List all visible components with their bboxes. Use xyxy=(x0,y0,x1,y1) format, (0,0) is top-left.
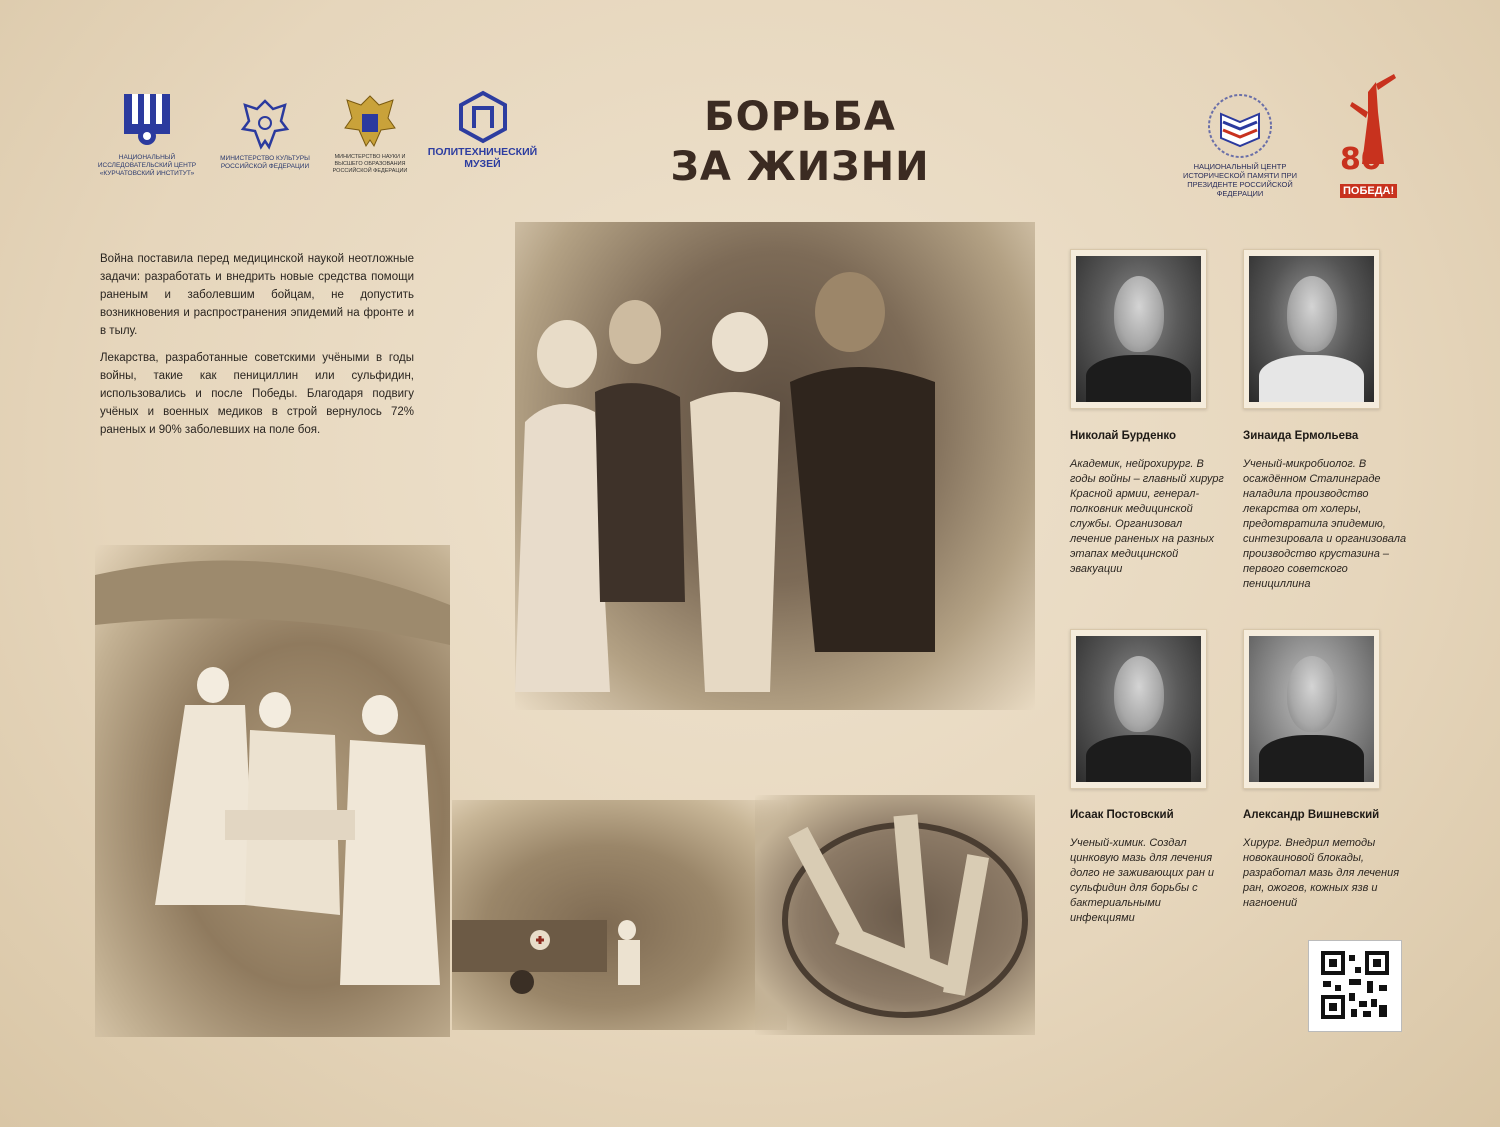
portrait-vishnevsky xyxy=(1243,629,1380,789)
kurchatov-caption: НАЦИОНАЛЬНЫЙ ИССЛЕДОВАТЕЛЬСКИЙ ЦЕНТР «КУРЧАТОВСКИЙ ИНСТИТУТ» xyxy=(97,154,197,177)
title-line2: ЗА ЖИЗНИ xyxy=(670,144,930,190)
vishnevsky-photo xyxy=(1249,636,1374,782)
intro-paragraph-2: Лекарства, разработанные советскими учёными в годы войны, такие как пенициллин или сульфидин, использовались и после Победы. Благодаря подвигу учёных и военных медиков в строй вернулось 72% раненых и 90% заболевших на поле боя. xyxy=(100,352,414,436)
handshake-photo xyxy=(515,222,1035,710)
victory-number: 80 xyxy=(1340,142,1382,177)
culture-ministry-caption: МИНИСТЕРСТВО КУЛЬТУРЫ РОССИЙСКОЙ ФЕДЕРАЦИИ xyxy=(220,155,310,170)
person-name: Александр Вишневский xyxy=(1243,809,1380,821)
science-ministry-logo xyxy=(330,92,410,187)
kurchatov-emblem-icon xyxy=(122,92,172,150)
person-name: Зинаида Ермольева xyxy=(1243,430,1359,442)
handshake-figures-icon xyxy=(515,222,1035,710)
person-card-burdenko xyxy=(1070,430,1225,577)
portrait-burdenko xyxy=(1070,249,1207,409)
surgeons-figures-icon xyxy=(95,545,450,1037)
victory-80-logo xyxy=(1338,72,1408,212)
kurchatov-logo xyxy=(92,92,202,187)
person-card-vishnevsky xyxy=(1243,809,1423,911)
portrait-postovsky xyxy=(1070,629,1207,789)
person-description: Хирург. Внедрил методы новокаиновой блокады, разработал мазь для лечения ран, ожогов, кожных язв и нагноений xyxy=(1243,837,1400,909)
ambulance-truck-icon xyxy=(452,800,787,1030)
ermolyeva-photo xyxy=(1249,256,1374,402)
memory-center-emblem-icon xyxy=(1203,92,1277,160)
science-ministry-caption: МИНИСТЕРСТВО НАУКИ И ВЫСШЕГО ОБРАЗОВАНИЯ РОССИЙСКОЙ ФЕДЕРАЦИИ xyxy=(332,154,408,174)
memory-center-caption: НАЦИОНАЛЬНЫЙ ЦЕНТР ИСТОРИЧЕСКОЙ ПАМЯТИ ПРИ ПРЕЗИДЕНТЕ РОССИЙСКОЙ ФЕДЕРАЦИИ xyxy=(1183,162,1297,198)
field-hospital-photo xyxy=(452,800,787,1030)
science-eagle-icon xyxy=(343,92,397,150)
ampoules-photo xyxy=(755,795,1035,1035)
postovsky-photo xyxy=(1076,636,1201,782)
polytech-line1: ПОЛИТЕХНИЧЕСКИЙ xyxy=(427,146,538,158)
polytech-museum-logo xyxy=(420,90,545,175)
title-line1: БОРЬБА xyxy=(704,94,896,140)
page-title xyxy=(640,92,960,192)
intro-text xyxy=(100,250,414,448)
person-name: Николай Бурденко xyxy=(1070,430,1177,442)
surgery-tent-photo xyxy=(95,545,450,1037)
qr-code-icon xyxy=(1309,941,1401,1031)
memory-center-logo xyxy=(1175,92,1305,207)
qr-code[interactable] xyxy=(1308,940,1402,1032)
person-description: Академик, нейрохирург. В годы войны – главный хирург Красной армии, генерал-полковник медицинской службы. Организовал лечение раненых на разных этапах медицинской эвакуации xyxy=(1070,458,1224,575)
portrait-ermolyeva xyxy=(1243,249,1380,409)
burdenko-photo xyxy=(1076,256,1201,402)
person-description: Ученый-химик. Создал цинковую мазь для лечения долго не заживающих ран и сульфидин для борьбы с бактериальными инфекциями xyxy=(1070,837,1215,924)
intro-paragraph-1: Война поставила перед медицинской наукой неотложные задачи: разработать и внедрить новые средства помощи раненым и заболевшим бойцам, не допустить возникновения и распространения эпидемий на фронте и в тылу. xyxy=(100,253,414,337)
ampoules-icon xyxy=(755,795,1035,1035)
person-name: Исаак Постовский xyxy=(1070,809,1174,821)
polytech-hexagon-icon xyxy=(456,90,510,144)
polytech-line2: МУЗЕЙ xyxy=(464,158,501,170)
eagle-emblem-icon xyxy=(239,95,291,151)
person-card-ermolyeva xyxy=(1243,430,1418,592)
culture-ministry-logo xyxy=(215,95,315,185)
victory-word: ПОБЕДА! xyxy=(1340,184,1397,198)
person-description: Ученый-микробиолог. В осаждённом Сталинграде наладила производство лекарства от холеры, предотвратила эпидемию, синтезировала и организовала производство крустазина – первого советского пенициллина xyxy=(1243,458,1407,590)
person-card-postovsky xyxy=(1070,809,1225,926)
